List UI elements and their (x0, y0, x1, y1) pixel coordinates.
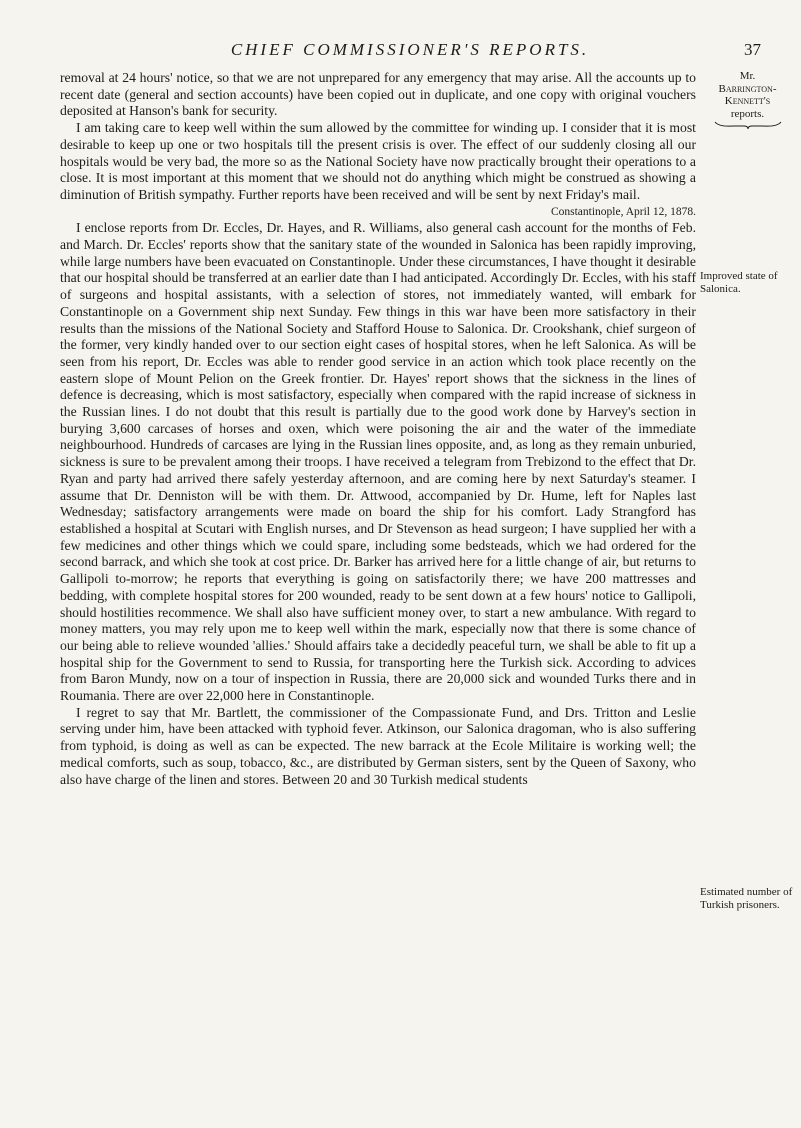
paragraph: I regret to say that Mr. Bartlett, the commissioner of the Compassionate Fund, and Drs. Tritton and Leslie serving under him, have been attacked with typhoid fever. Atkinson, our Salonica dragoman, who is also suffering from typhoid, is doing as well as can be expected. The new barrack at the Ecole Militaire is working well; the medical comforts, such as soup, tobacco, &c., are distributed by German sisters, sent by the Queen of Saxony, who also have charge of the linen and stores. Between 20 and 30 Turkish medical students (60, 704, 696, 787)
margin-note-line: Barrington- (718, 82, 777, 95)
dateline: Constantinople, April 12, 1878. (550, 205, 696, 218)
page-number: 37 (744, 40, 761, 59)
margin-note-line: reports. (730, 107, 765, 120)
margin-note-line: Mr. (739, 70, 756, 82)
margin-note-salonica: Improved state of Salonica. (700, 270, 778, 295)
running-header: CHIEF COMMISSIONER'S REPORTS. (230, 40, 590, 59)
margin-note-line: Kennett's (724, 95, 771, 107)
body-text (60, 70, 696, 788)
margin-note-prisoners: Estimated number of Turkish prisoners. (700, 886, 793, 911)
margin-note-reports (700, 70, 795, 129)
brace-icon (713, 121, 783, 129)
paragraph: I enclose reports from Dr. Eccles, Dr. Hayes, and R. Williams, also general cash account for the months of Feb. and March. Dr. Eccles' reports show that the sanitary state of the wounded in Salonica has been rapidly improving, while large numbers have been evacuated on Constantinople. Under these circumstances, I have thought it desirable that our hospital should be transferred at an earlier date than I had anticipated. Accordingly Dr. Eccles, with his staff of surgeons and hospital assistants, with a selection of stores, not immediately wanted, will embark for Constantinople on a Government ship next Sunday. Few things in this war have been more satisfactory in their results than the missions of the National Society and Stafford House to Salonica. Dr. Crookshank, chief surgeon of the former, very kindly handed over to our section eight cases of hospital stores, when he left Salonica. As will be seen from his report, Dr. Eccles was able to render good service in an action which took place recently on the eastern slope of Mount Pelion on the Greek frontier. Dr. Hayes' report shows that the sickness in the lines of defence is decreasing, which is most satisfactory, especially when compared with the rapid increase of sickness in the Russian lines. I do not doubt that this result is partially due to the good work done by Harvey's section in burying 3,600 carcases of horses and oxen, which were poisoning the air and the water of the immediate neighbourhood. Hundreds of carcases are lying in the Russian lines opposite, and, as long as they remain unburied, sickness is sure to be prevalent among their troops. I have received a telegram from Trebizond to the effect that Dr. Ryan and party had arrived there safely yesterday afternoon, and are coming here by next Saturday's steamer. I assume that Dr. Denniston will be with them. Dr. Attwood, accompanied by Dr. Hume, left for Naples last Wednesday; satisfactory arrangements were made on board the ship for his comfort. Lady Strangford has established a hospital at Scutari with English nurses, and Dr Stevenson as head surgeon; I have supplied her with a few medicines and other things which we could spare, including some bedsteads, which we had ordered for the second barrack, and which she took at cost price. Dr. Barker has arrived here for a little change of air, but returns to Gallipoli to-morrow; he reports that everything is going on satisfactorily there; we have 200 mattresses and bedding, with complete hospital stores for 200 wounded, ready to be sent down at a few hours' notice to Gallipoli, should hostilities recommence. We shall also have sufficient money over, to start a new ambulance. With regard to money matters, you may rely upon me to keep well within the mark, especially now that there is some chance of our being able to relieve wounded 'allies.' Should affairs take a decidedly peaceful turn, we shall be able to fit up a hospital ship for the Government to send to Russia, for transporting here the Turkish sick. According to advices from Baron Mundy, now on a tour of inspection in Russia, there are 20,000 sick and wounded Turks there and in Roumania. There are over 22,000 here in Constantinople. (60, 220, 697, 704)
paragraph: removal at 24 hours' notice, so that we are not unprepared for any emergency that may arise. All the accounts up to recent date (general and section accounts) have been copied out in duplicate, and one copy with original vouchers deposited at Hanson's bank for security. (60, 70, 696, 119)
paragraph: I am taking care to keep well within the sum allowed by the committee for winding up. I consider that it is most desirable to keep up one or two hospitals till the present crisis is over. The effect of our suddenly closing all our hospitals would be very bad, the more so as the National Society have now practically brought their operations to a close. It is most important at this moment that we should not do anything which might be construed as showing a diminution of British sympathy. Further reports have been received and will be sent by next Friday's mail. (60, 120, 696, 202)
